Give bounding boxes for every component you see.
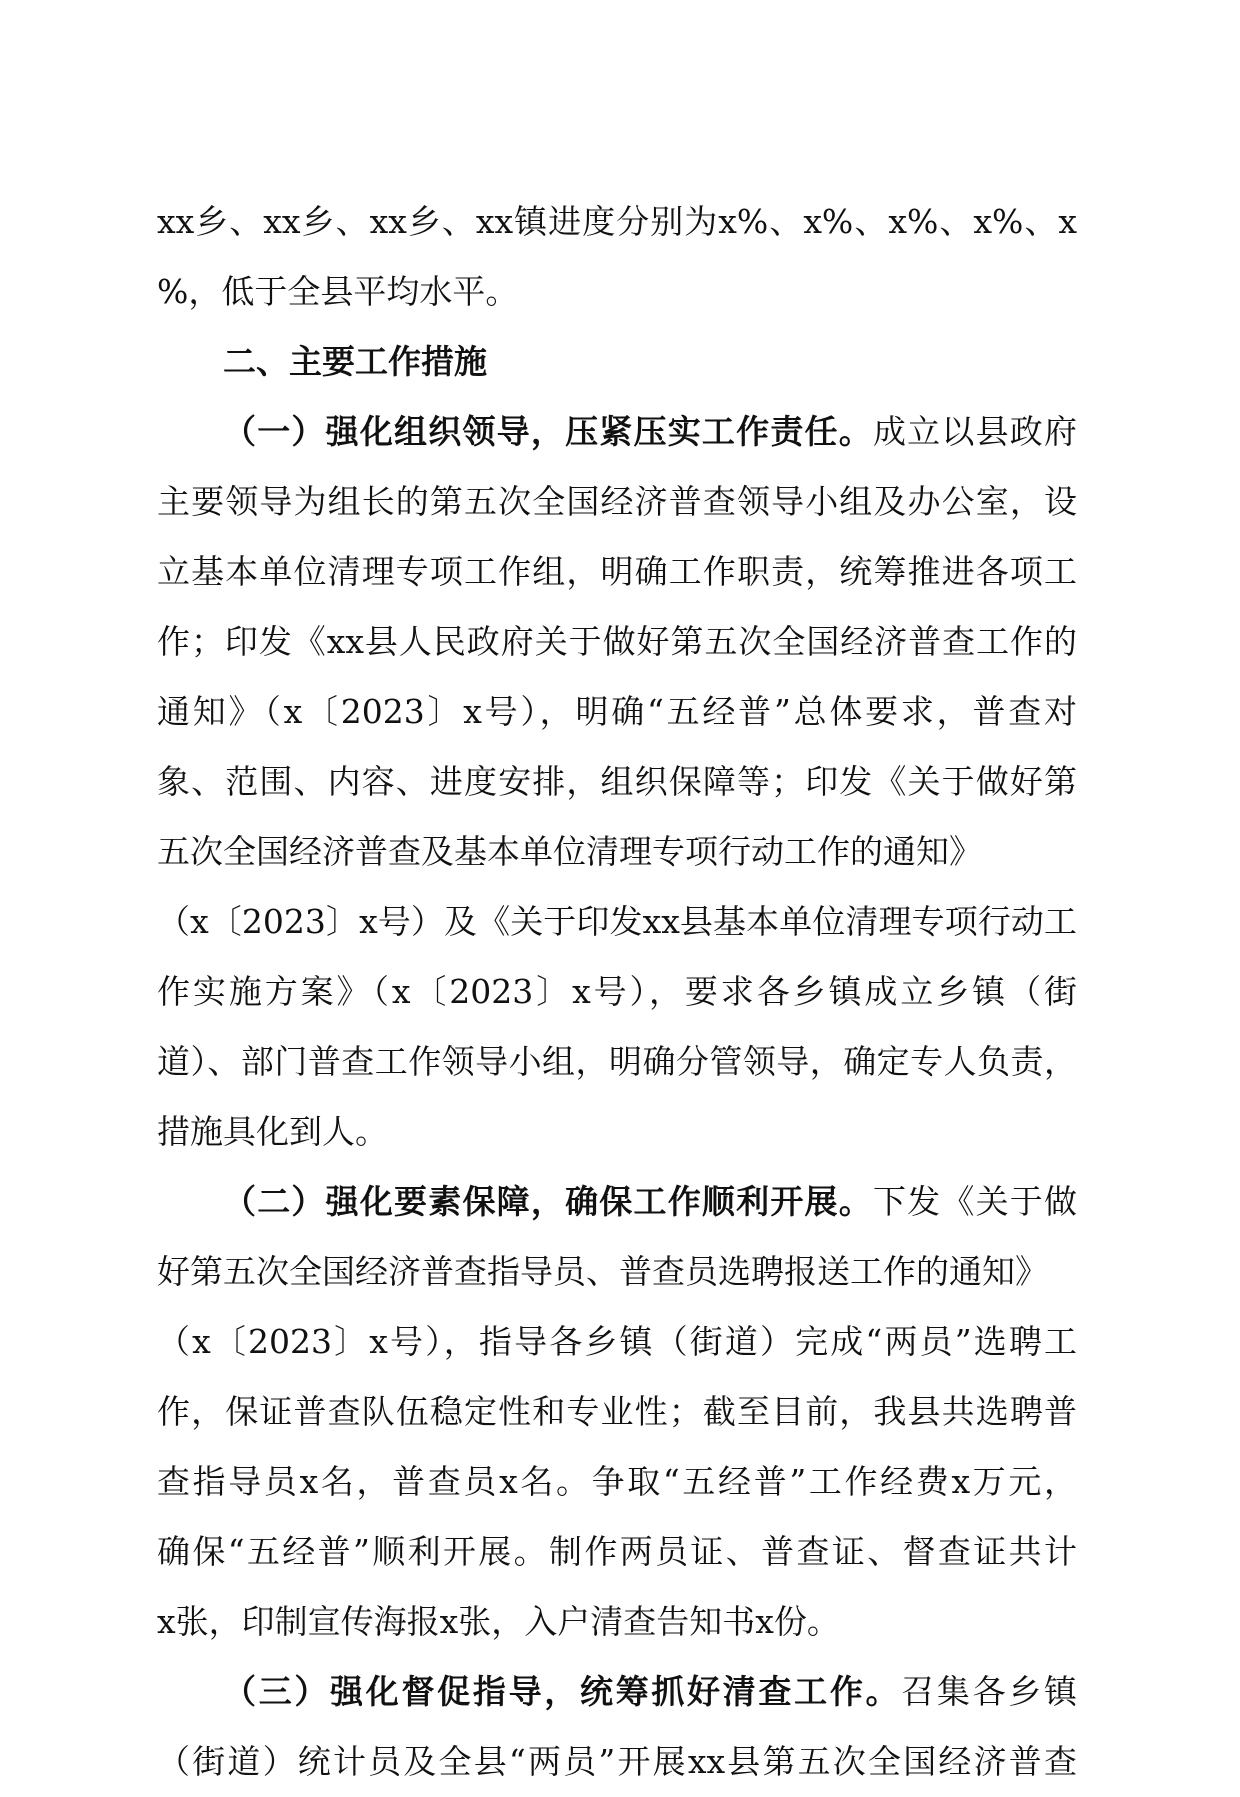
body-text-line: %，低于全县平均水平。 [157,272,519,311]
body-text-line: 主要领导为组长的第五次全国经济普查领导小组及办公室，设 [157,482,1077,521]
body-text-line: 五次全国经济普查及基本单位清理专项行动工作的通知》 [157,832,982,871]
body-text-line: 措施具化到人。 [157,1112,388,1151]
document-page [157,187,1077,1797]
paragraph-first-line [157,397,1077,467]
paragraph-lead-text: 成立以县政府 [872,412,1077,451]
section-heading: 二、主要工作措施 [223,342,487,381]
body-text-line: （x〔2023〕x号），指导各乡镇（街道）完成“两员”选聘工 [157,1322,1077,1361]
body-text-line: xx乡、xx乡、xx乡、xx镇进度分别为x%、x%、x%、x%、x [157,202,1077,241]
paragraph-first-line [157,1657,1077,1727]
body-text-line: 象、范围、内容、进度安排，组织保障等；印发《关于做好第 [157,762,1077,801]
body-text-line: 作；印发《xx县人民政府关于做好第五次全国经济普查工作的 [157,622,1077,661]
body-text-line: 查指导员x名，普查员x名。争取“五经普”工作经费x万元， [157,1462,1077,1501]
subsection-heading: （一）强化组织领导，压紧压实工作责任。 [223,412,873,451]
paragraph-lead-text: 下发《关于做 [872,1182,1077,1221]
body-text-line: 立基本单位清理专项工作组，明确工作职责，统筹推进各项工 [157,552,1077,591]
body-text-line: （x〔2023〕x号）及《关于印发xx县基本单位清理专项行动工 [157,902,1077,941]
body-text-line: 作实施方案》（x〔2023〕x号），要求各乡镇成立乡镇（街 [157,972,1077,1011]
body-text-line: （街道）统计员及全县“两员”开展xx县第五次全国经济普查 [157,1742,1077,1781]
body-text-line: 好第五次全国经济普查指导员、普查员选聘报送工作的通知》 [157,1252,1048,1291]
subsection-heading: （二）强化要素保障，确保工作顺利开展。 [223,1182,873,1221]
subsection-heading: （三）强化督促指导，统筹抓好清查工作。 [223,1672,902,1711]
body-text-line: x张，印制宣传海报x张，入户清查告知书x份。 [157,1602,840,1641]
paragraph-first-line [157,1167,1077,1237]
body-text-line: 通知》（x〔2023〕x号），明确“五经普”总体要求，普查对 [157,692,1077,731]
body-text-line: 道）、部门普查工作领导小组，明确分管领导，确定专人负责， [157,1042,1077,1081]
body-text-line: 作，保证普查队伍稳定性和专业性；截至目前，我县共选聘普 [157,1392,1077,1431]
paragraph-lead-text: 召集各乡镇 [901,1672,1077,1711]
body-text-line: 确保“五经普”顺利开展。制作两员证、普查证、督查证共计 [157,1532,1077,1571]
